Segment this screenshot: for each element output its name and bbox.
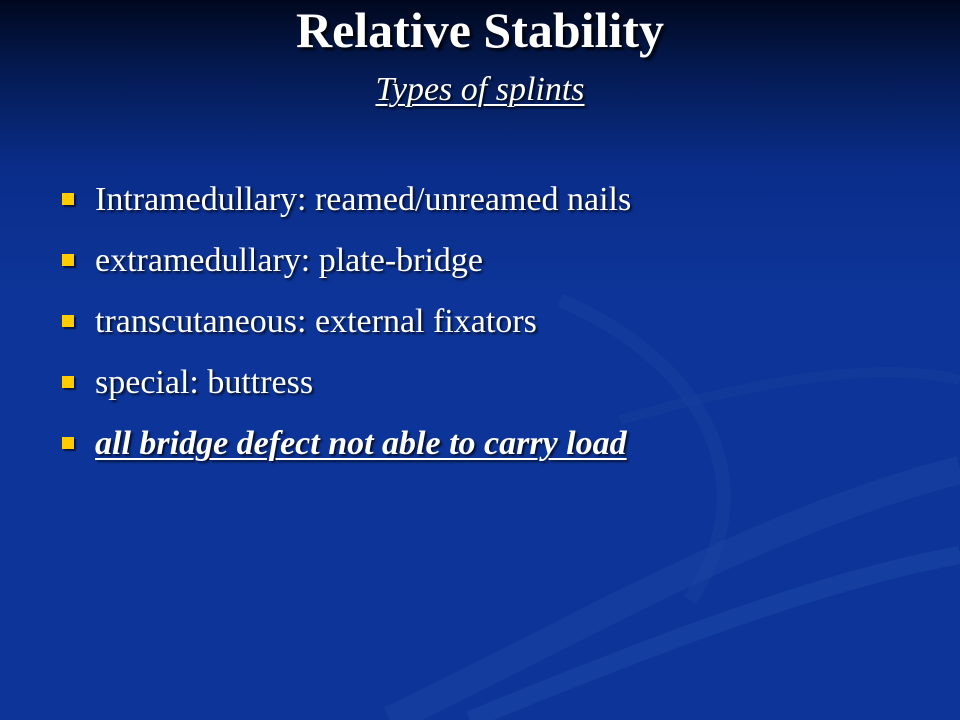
bullet-item [58,353,631,414]
square-bullet-icon [62,193,74,205]
bullet-item [58,292,631,353]
slide-title: Relative Stability [295,2,665,58]
square-bullet-icon [62,315,74,327]
bullet-text: extramedullary: plate-bridge [95,242,483,279]
square-bullet-icon [62,254,74,266]
bullet-list [58,170,631,475]
bullet-item [58,231,631,292]
bullet-text-emphasized: all bridge defect not able to carry load [95,425,627,462]
bullet-item [58,170,631,231]
square-bullet-icon [62,437,74,449]
square-bullet-icon [62,376,74,388]
bullet-text: transcutaneous: external fixators [95,303,537,340]
bullet-text: special: buttress [95,364,314,401]
bullet-text: Intramedullary: reamed/unreamed nails [95,181,632,218]
slide-subtitle: Types of splints [375,71,585,108]
bullet-item-emphasized [58,414,631,475]
